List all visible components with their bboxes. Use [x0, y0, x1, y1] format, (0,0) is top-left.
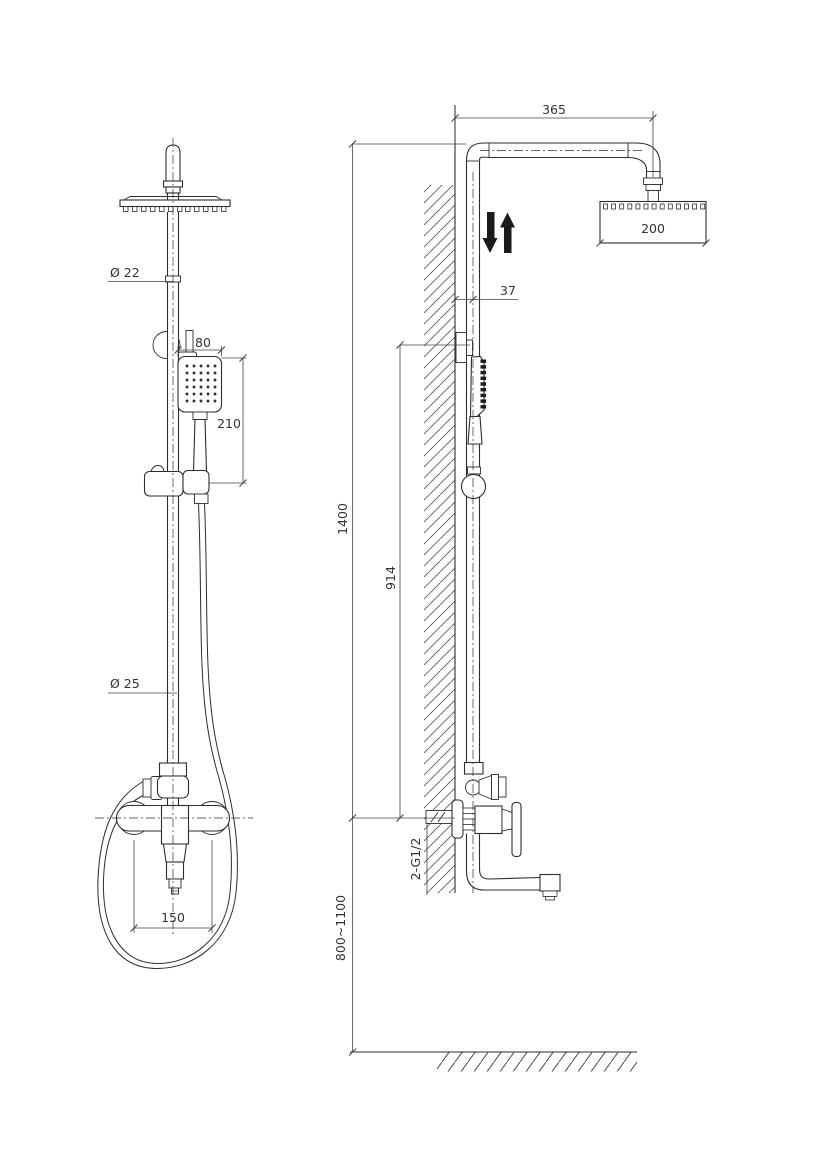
- handshower-side-sprayface: [481, 360, 487, 409]
- top-arm-outer: [467, 143, 661, 178]
- dim-label-lower-pipe-diameter: Ø 25: [110, 676, 140, 691]
- valve-center-block: [162, 806, 189, 845]
- hose-holder: [183, 471, 209, 495]
- wall-hatch: [424, 185, 455, 893]
- handshower-neck: [193, 412, 207, 420]
- side-escutcheon: [452, 800, 463, 838]
- dim-label-upper-pipe-diameter: Ø 22: [110, 265, 140, 280]
- side-slider-collar: [468, 467, 481, 474]
- dim-label-handshower-width: 80: [195, 335, 211, 350]
- rain-head-nozzles: [124, 207, 227, 212]
- diverter-knob-1: [492, 775, 499, 800]
- dim-label-wall-offset: 37: [500, 283, 516, 298]
- dim-label-install-height: 800~1100: [333, 894, 348, 962]
- head-stem: [648, 191, 659, 203]
- dim-label-handshower-length: 210: [217, 416, 241, 431]
- dim-label-arm-reach: 365: [542, 102, 566, 117]
- valve-body-side: [475, 806, 502, 834]
- dimension-labels: [110, 102, 665, 961]
- head-connector-1: [644, 178, 663, 185]
- hook-bar: [186, 331, 193, 353]
- handshower-handle: [194, 420, 207, 472]
- diverter-knob-2: [499, 777, 507, 797]
- dim-label-head-size: 200: [641, 221, 665, 236]
- side-bracket-plate: [456, 333, 467, 363]
- lever-handle-blade: [512, 803, 521, 857]
- spout-body: [167, 862, 184, 879]
- aerator-cap: [169, 879, 181, 888]
- adjust-down-arrow-icon: [483, 212, 498, 253]
- floor-hatch: [437, 1053, 637, 1072]
- in-wall-connection: [426, 811, 452, 824]
- slider-thumb-lever: [151, 466, 164, 472]
- dimension-lines: [108, 105, 710, 1056]
- rain-head-plate: [120, 200, 230, 207]
- side-bracket-knob: [467, 340, 473, 356]
- hose-holder-outlet: [195, 494, 209, 504]
- side-view: [350, 105, 706, 1072]
- handshower-side-handle: [468, 417, 482, 445]
- handle-connector: [502, 809, 512, 831]
- adjust-up-arrow-icon: [500, 213, 515, 254]
- dim-label-bracket-to-valve: 914: [383, 566, 398, 590]
- dim-label-column-height: 1400: [335, 503, 350, 535]
- diverter-knob-taper: [479, 776, 492, 800]
- side-slider-knob: [462, 475, 486, 499]
- top-arm-inner: [480, 157, 647, 178]
- side-lower-collar: [465, 763, 484, 775]
- slider-bracket: [145, 472, 184, 497]
- dim-label-valve-mount-spacing: 150: [161, 910, 185, 925]
- handshower-spray-dots: [184, 363, 218, 405]
- spout-taper: [164, 844, 187, 862]
- dim-label-wall-connection: 2-G1/2: [408, 837, 423, 881]
- head-connector-2: [646, 185, 661, 191]
